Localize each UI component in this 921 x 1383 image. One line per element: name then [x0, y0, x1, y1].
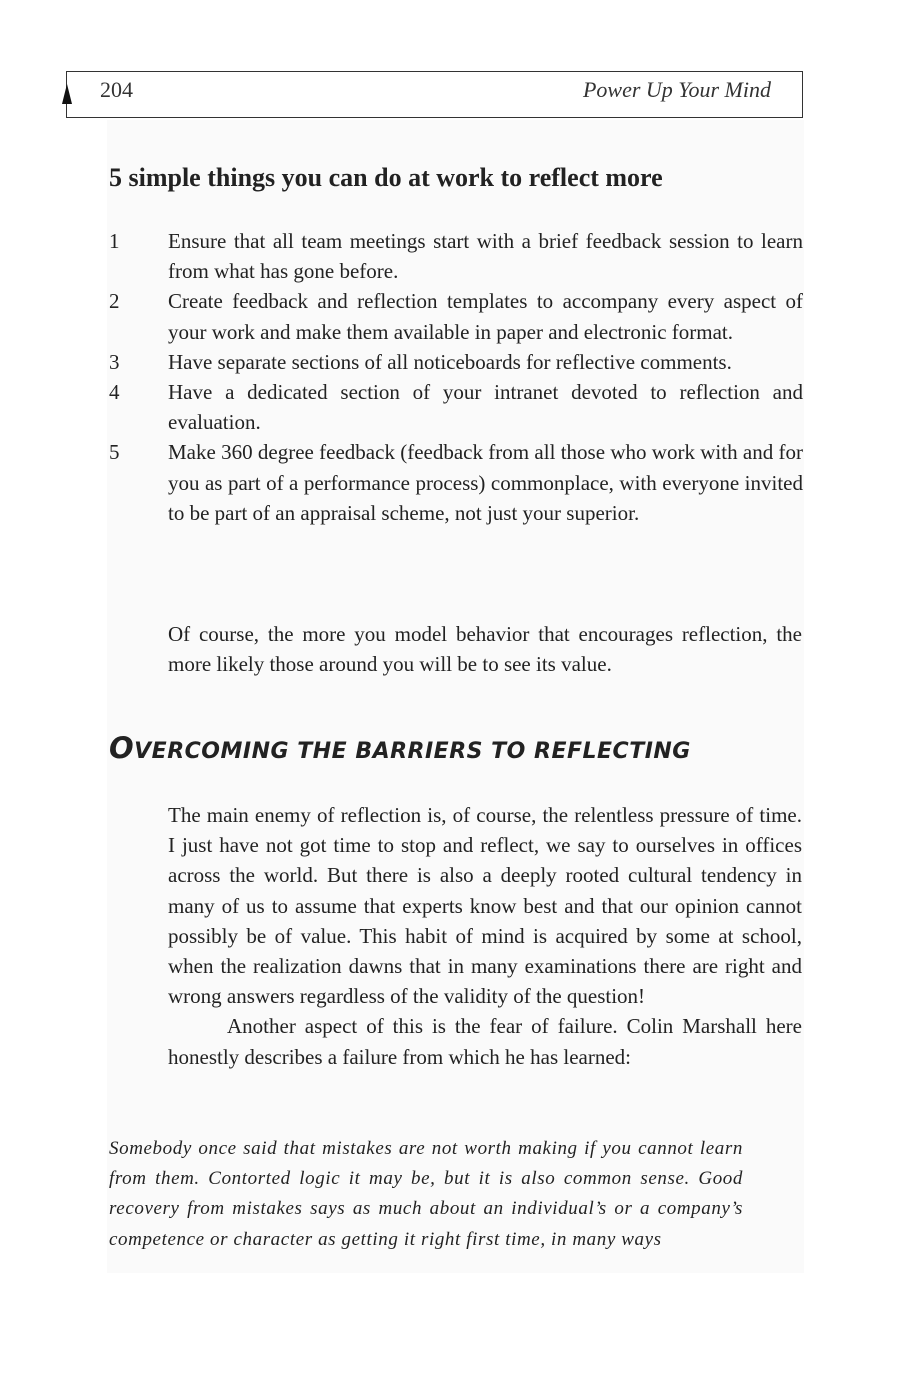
- barriers-body: [168, 800, 802, 1072]
- section-heading: 5 simple things you can do at work to reflect more: [109, 163, 663, 192]
- barriers-heading: [109, 731, 691, 765]
- closing-paragraph: Of course, the more you model behavior that encourages reflection, the more likely those around you will be to see its value.: [168, 622, 802, 677]
- quotation: Somebody once said that mistakes are not worth making if you cannot learn from them. Contorted logic it may be, but it is also common sense. Good recovery from mistakes says as much about an individual’s or a company’s competence or character as getting it right first time, in many ways: [109, 1138, 743, 1250]
- barriers-paragraph-2: Another aspect of this is the fear of failure. Colin Marshall here honestly describes a failure from which he has learned:: [168, 1014, 802, 1069]
- list-item-number: 2: [109, 289, 120, 314]
- numbered-list: [109, 226, 803, 528]
- barriers-paragraph-1: The main enemy of reflection is, of course, the relentless pressure of time. I just have not got time to stop and reflect, we say to ourselves in offices across the world. But there is also a deeply rooted cultural tendency in many of us to assume that experts know best and that our opinion cannot possibly be of value. This habit of mind is acquired by some at school, when the realization dawns that in many examinations there are right and wrong answers regardless of the validity of the question!: [168, 803, 802, 1009]
- list-item-text: Ensure that all team meetings start with a brief feedback session to learn from what has gone before.: [168, 229, 803, 284]
- list-item-number: 4: [109, 380, 120, 405]
- list-item-number: 3: [109, 349, 120, 374]
- arrow-up-icon: [62, 84, 72, 104]
- list-item-text: Have separate sections of all noticeboards for reflective comments.: [168, 349, 732, 374]
- list-item-number: 5: [109, 440, 120, 465]
- list-item: [109, 437, 803, 528]
- list-item: [109, 347, 803, 377]
- barriers-heading-rest: VERCOMING THE BARRIERS TO REFLECTING: [134, 739, 691, 764]
- list-item: [109, 377, 803, 437]
- barriers-heading-initial: O: [109, 731, 135, 765]
- page-number: 204: [100, 77, 133, 102]
- list-item-number: 1: [109, 229, 120, 253]
- list-item-text: Have a dedicated section of your intranet devoted to reflection and evaluation.: [168, 380, 803, 435]
- list-item-text: Make 360 degree feedback (feedback from all those who work with and for you as part of a performance process) commonplace, with everyone invited to be part of an appraisal scheme, not just your superior.: [168, 440, 803, 525]
- list-item: [109, 286, 803, 346]
- book-title: Power Up Your Mind: [582, 77, 771, 102]
- list-item-text: Create feedback and reflection templates to accompany every aspect of your work and make them available in paper and electronic format.: [168, 289, 803, 344]
- list-item: [109, 226, 803, 286]
